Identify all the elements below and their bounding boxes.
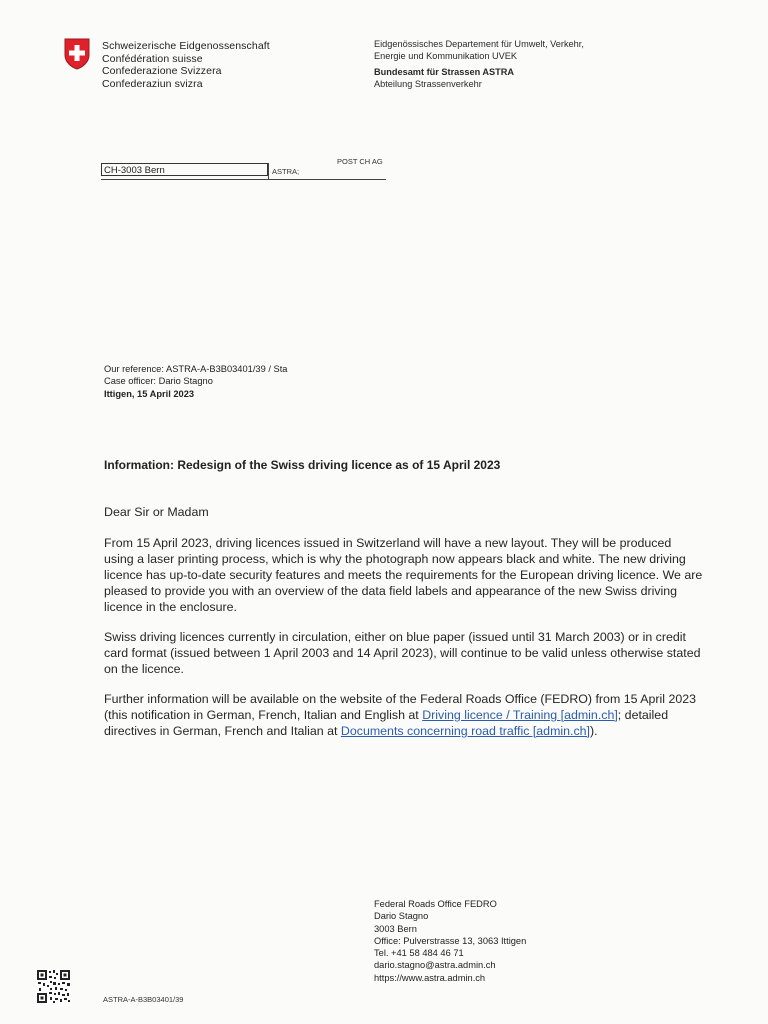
confederation-name-de: Schweizerische Eidgenossenschaft [102, 40, 270, 52]
place-date: Ittigen, 15 April 2023 [104, 388, 195, 399]
address-underline [101, 179, 386, 180]
signature-email[interactable]: dario.stagno@astra.admin.ch [374, 960, 496, 971]
signature-city: 3003 Bern [374, 923, 417, 934]
swiss-coat-of-arms-icon [64, 38, 90, 70]
department-line-1: Eidgenössisches Departement für Umwelt, Verkehr, [374, 39, 584, 49]
confederation-name-fr: Confédération suisse [102, 52, 203, 65]
our-reference: Our reference: ASTRA-A-B3B03401/39 / Sta [104, 364, 288, 374]
paragraph-3-text-a: Further information will be available on the website of the Federal Roads Office (FEDRO) from 15 April 2023 (this notification in German, French, Italian and English at [104, 692, 697, 722]
sender-address-box: CH-3003 Bern [101, 163, 268, 176]
signature-office-address: Office: Pulverstrasse 13, 3063 Ittigen [374, 935, 527, 946]
confederation-name-it: Confederazione Svizzera [102, 65, 222, 78]
signature-website[interactable]: https://www.astra.admin.ch [374, 972, 486, 983]
paragraph-2: Swiss driving licences currently in circulation, either on blue paper (issued until 31 March 2003) or in credit card format (issued between 1 April 2003 and 14 April 2023), will continue to be valid unless otherwise stated on the licence. [104, 630, 701, 676]
signature-name: Dario Stagno [374, 911, 429, 922]
paragraph-3-text-c: ). [590, 724, 598, 738]
letter-subject: Information: Redesign of the Swiss driving licence as of 15 April 2023 [104, 458, 501, 472]
reference-block [104, 363, 287, 400]
road-traffic-documents-link[interactable]: Documents concerning road traffic [admin.ch] [340, 724, 591, 738]
department-line-2: Energie und Kommunikation UVEK [374, 51, 517, 61]
case-officer: Case officer: Dario Stagno [104, 376, 213, 387]
signature-phone: Tel. +41 58 484 46 71 [374, 948, 464, 959]
address-divider [268, 163, 269, 179]
office-name: Bundesamt für Strassen ASTRA [374, 67, 515, 77]
qr-code-icon [36, 969, 71, 1004]
driving-licence-link[interactable]: Driving licence / Training [admin.ch] [422, 708, 618, 722]
astra-label: ASTRA; [272, 167, 300, 176]
department-block [374, 38, 584, 90]
division-name: Abteilung Strassenverkehr [374, 79, 482, 89]
signature-block [374, 898, 526, 984]
post-ch-label: POST CH AG [337, 157, 383, 166]
confederation-names [102, 40, 270, 90]
paragraph-1: From 15 April 2023, driving licences issued in Switzerland will have a new layout. They will be produced using a laser printing process, which is why the photograph now appears black and white. The new driving licence has up-to-date security features and meets the requirements for the European driving licence. We are pleased to provide you with an overview of the data field labels and appearance of the new Swiss driving licence in the enclosure. [104, 536, 703, 614]
letter-body [104, 504, 704, 753]
paragraph-3 [104, 691, 704, 739]
salutation: Dear Sir or Madam [104, 505, 209, 519]
signature-office: Federal Roads Office FEDRO [374, 899, 497, 909]
confederation-name-rm: Confederaziun svizra [102, 77, 203, 90]
footer-reference: ASTRA-A-B3B03401/39 [103, 995, 184, 1004]
paragraph-3-text-b: ; detailed directives in German, French and Italian at [104, 708, 669, 738]
